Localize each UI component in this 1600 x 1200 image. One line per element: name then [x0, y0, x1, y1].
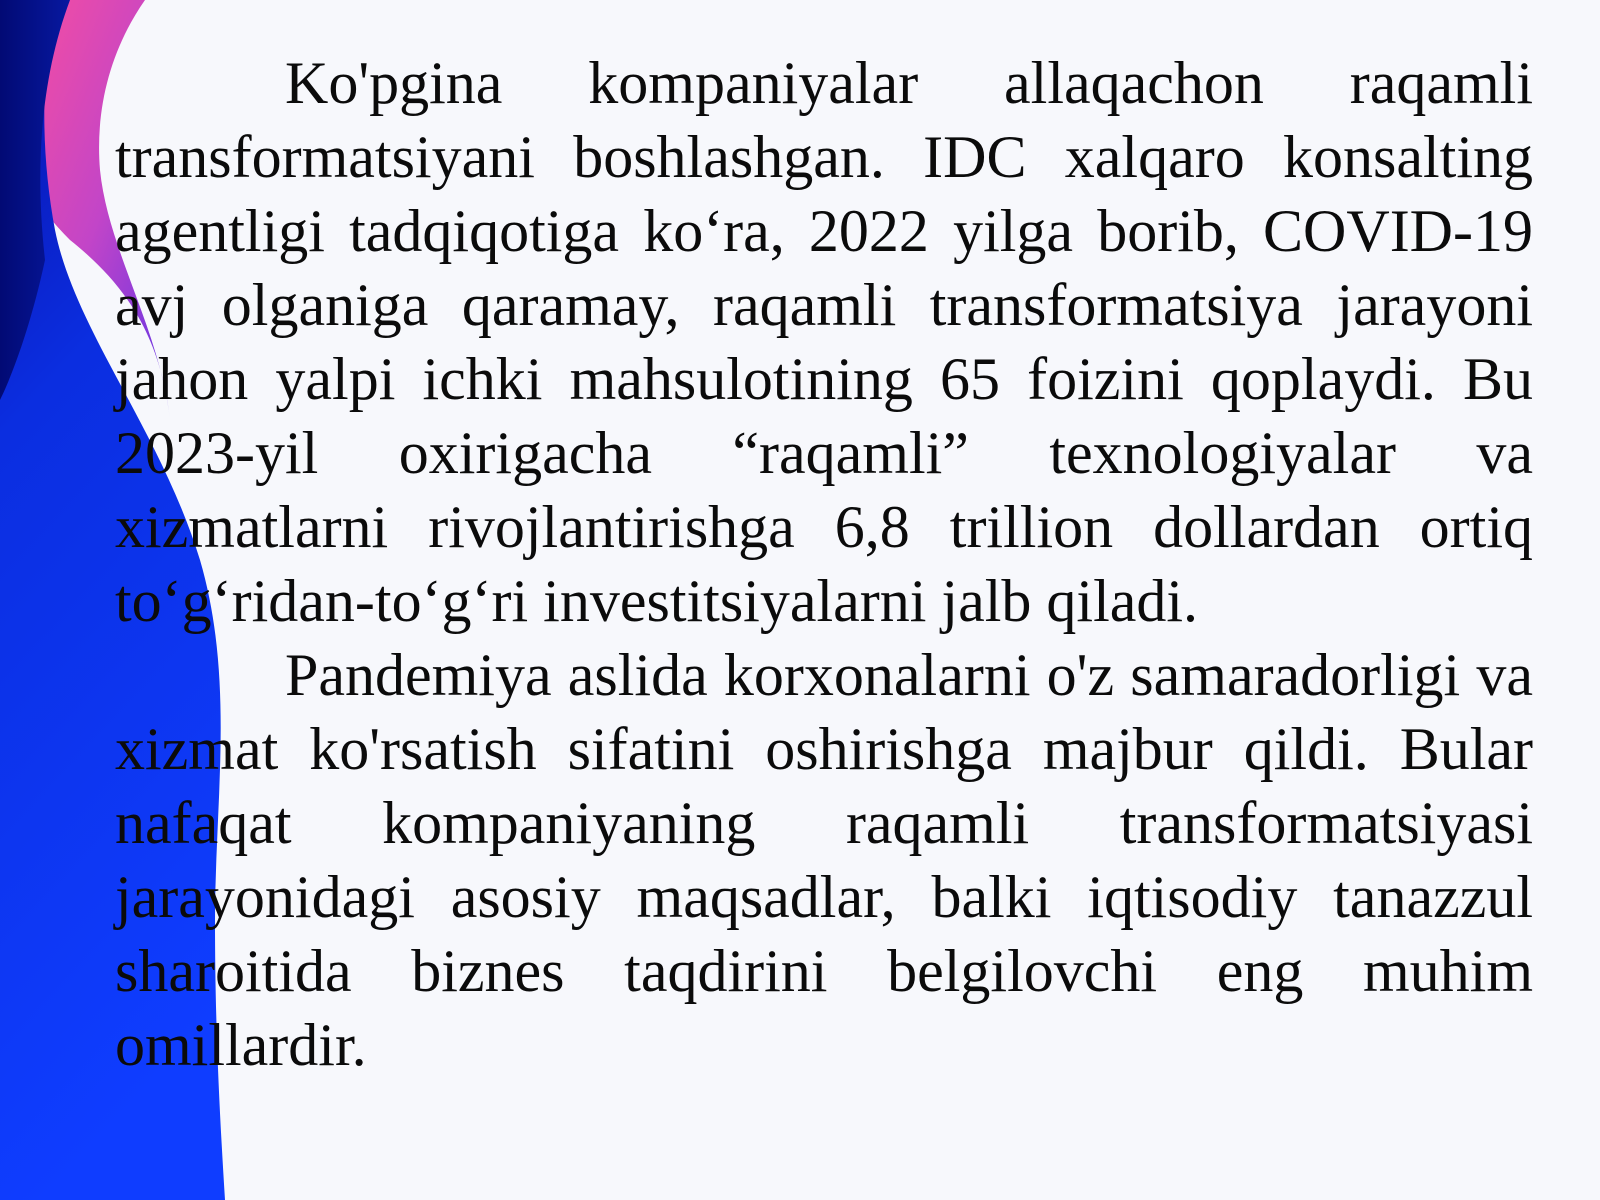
slide-text-body [115, 46, 1533, 1082]
paragraph-2: Pandemiya aslida korxonalarni o'z samaradorligi va xizmat ko'rsatish sifatini oshirishga majbur qildi. Bular nafaqat kompaniyaning raqamli transformatsiyasi jarayonidagi asosiy maqsadlar, balki iqtisodiy tanazzul sharoitida biznes taqdirini belgilovchi eng muhim omillardir. [115, 642, 1533, 1078]
paragraph-1: Ko'pgina kompaniyalar allaqachon raqamli transformatsiyani boshlashgan. IDC xalqaro konsalting agentligi tadqiqotiga ko‘ra, 2022 yilga borib, COVID-19 avj olganiga qaramay, raqamli transformatsiya jarayoni jahon yalpi ichki mahsulotining 65 foizini qoplaydi. Bu 2023-yil oxirigacha “raqamli” texnologiyalar va xizmatlarni rivojlantirishga 6,8 trillion dollardan ortiq to‘g‘ridan-to‘g‘ri investitsiyalarni jalb qiladi. [115, 50, 1533, 634]
